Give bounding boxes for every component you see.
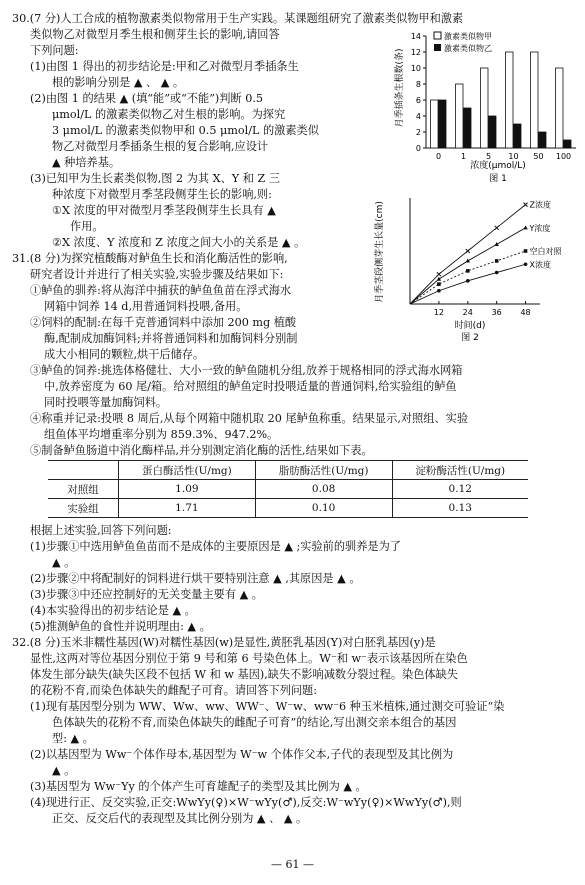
fig1-bar-yi <box>489 116 497 148</box>
table-cell: 1.09 <box>119 480 256 499</box>
fig1-bar-yi <box>539 132 547 148</box>
text-line: (3)步骤③中还应控制好的无关变量主要有 ▲ 。 <box>30 588 263 601</box>
text-line: μmol/L 的激素类似物乙对生根的影响。为探究 <box>52 108 286 121</box>
text-line: 中,放养密度为 60 尾/箱。给对照组的鲈鱼定时投喂适量的普通饲料,给实验组的鲈鱼 <box>44 380 457 393</box>
legend-label-yi: 激素类似物乙 <box>444 44 492 53</box>
text-line: (5)推测鲈鱼的食性并说明理由: ▲ 。 <box>30 620 211 633</box>
text-line: 种浓度下对微型月季茎段侧芽生长的影响,则: <box>52 188 272 201</box>
table-cell: 1.71 <box>119 499 256 518</box>
fig1-y-tick-label: 14 <box>410 32 421 41</box>
text-line: 色体缺失的花粉不育,而染色体缺失的雌配子可育”的结论,写出测交亲本组合的基因 <box>52 716 457 729</box>
text-line: (1)步骤①中选用鲈鱼鱼苗而不是成体的主要原因是 ▲ ;实验前的驯养是为了 <box>30 540 401 553</box>
fig2-point <box>495 259 499 263</box>
fig2-point <box>437 272 441 276</box>
fig2-point <box>523 225 527 229</box>
fig2-point <box>495 271 499 275</box>
text-line: 的花粉不育,而染色体缺失的雌配子可育。请回答下列问题: <box>30 684 318 697</box>
text-line: (3)已知甲为生长素类似物,图 2 为其 X、Y 和 Z 三 <box>30 172 280 185</box>
text-line: 类似物乙对微型月季生根和侧芽生长的影响,请回答 <box>30 28 280 41</box>
figure-1-bar-chart <box>390 28 580 183</box>
table-cell: 0.08 <box>255 480 392 499</box>
text-line: 型: ▲ 。 <box>52 732 94 745</box>
text-line: ▲ 种培养基。 <box>52 156 121 169</box>
text-line: 研究者设计并进行了相关实验,实验步骤及结果如下: <box>30 268 284 281</box>
fig1-bar-yi <box>439 100 447 148</box>
fig2-x-tick-label: 12 <box>433 308 444 317</box>
text-line: ①X 浓度的甲对微型月季茎段侧芽生长具有 ▲ <box>52 204 276 217</box>
fig2-point <box>437 282 441 286</box>
fig1-bar-jia <box>506 52 514 148</box>
fig1-ylabel: 月季插条生根数(条) <box>395 48 405 128</box>
fig2-series-label: Y浓度 <box>529 223 551 233</box>
text-line: 32.(8 分)玉米非糯性基因(W)对糯性基因(w)是显性,黄胚乳基因(Y)对白胚乳基因(y)是 <box>12 636 436 649</box>
fig2-point <box>466 279 470 283</box>
text-line: 根的影响分别是 ▲ 、 ▲ 。 <box>52 76 185 89</box>
fig2-point <box>524 249 528 253</box>
text-line: 物乙对微型月季插条生根的复合影响,应设计 <box>52 140 269 153</box>
text-line: ④称重并记录:投喂 8 周后,从每个网箱中随机取 20 尾鲈鱼称重。结果显示,对照组、实验 <box>30 412 469 425</box>
fig1-x-tick-label: 50 <box>533 152 544 161</box>
text-line: 网箱中饲养 14 d,用普通饲料投喂,备用。 <box>44 300 248 313</box>
text-line: 30.(7 分)人工合成的植物激素类似物常用于生产实践。某课题组研究了激素类似物甲和激素 <box>12 12 464 25</box>
fig1-y-tick-label: 10 <box>410 64 421 73</box>
text-line: ▲ 。 <box>52 556 76 569</box>
fig1-x-tick-label: 10 <box>508 152 519 161</box>
fig1-x-tick-label: 5 <box>485 152 492 161</box>
table-cell: 0.13 <box>392 499 528 518</box>
fig1-x-tick-label: 100 <box>555 152 572 161</box>
fig2-x-tick-label: 36 <box>491 308 502 317</box>
fig2-point <box>466 249 470 253</box>
text-line: 3 μmol/L 的激素类似物甲和 0.5 μmol/L 的激素类似 <box>52 124 319 137</box>
text-line: (2)以基因型为 Ww⁻个体作母本,基因型为 W⁻w 个体作父本,子代的表现型及其比例为 <box>30 748 454 761</box>
text-line: ▲ 。 <box>52 764 76 777</box>
fig1-y-tick-label: 2 <box>415 128 421 137</box>
table-cell: 0.10 <box>255 499 392 518</box>
text-line: (1)由图 1 得出的初步结论是:甲和乙对微型月季插条生 <box>30 60 299 73</box>
legend-label-jia: 激素类似物甲 <box>444 32 492 41</box>
text-line: (2)由图 1 的结果 ▲ (填“能”或“不能”)判断 0.5 <box>30 92 263 105</box>
text-line: 下列问题: <box>30 44 79 57</box>
fig1-bar-jia <box>531 52 539 148</box>
text-line: 显性,这两对等位基因分别位于第 9 号和第 6 号染色体上。W⁻和 w⁻表示该基因所在染色 <box>30 652 468 665</box>
text-line: (3)基因型为 Ww⁻Yy 的个体产生可育雄配子的类型及其比例为 ▲ 。 <box>30 780 367 793</box>
table-row <box>48 499 528 518</box>
fig1-bar-jia <box>556 68 564 148</box>
fig2-x-tick-label: 48 <box>520 308 531 317</box>
fig1-bar-yi <box>464 108 472 148</box>
fig1-caption: 图 1 <box>489 174 507 183</box>
table-cell: 0.12 <box>392 480 528 499</box>
text-line: (2)步骤②中将配制好的饲料进行烘干要特别注意 ▲ ,其原因是 ▲ 。 <box>30 572 361 585</box>
legend-swatch-jia <box>434 32 441 39</box>
fig2-caption: 图 2 <box>461 333 479 342</box>
text-line: 正交、反交后代的表现型及其比例分别为 ▲ 、 ▲ 。 <box>52 812 308 825</box>
fig1-x-tick-label: 0 <box>435 152 442 161</box>
table-header-cell <box>48 461 119 480</box>
table-header-cell: 蛋白酶活性(U/mg) <box>119 461 256 480</box>
fig1-bar-jia <box>481 68 489 148</box>
fig2-series-label: Z浓度 <box>529 200 552 210</box>
text-line: 成大小相同的颗粒,烘干后储存。 <box>44 348 205 361</box>
text-line: ①鲈鱼的驯养:将从海洋中捕获的鲈鱼鱼苗在浮式海水 <box>30 284 292 297</box>
fig2-series-label: X浓度 <box>529 260 552 270</box>
fig1-bar-jia <box>456 84 464 148</box>
table-header-cell: 淀粉酶活性(U/mg) <box>392 461 528 480</box>
text-line: (4)现进行正、反交实验,正交:WwYy(♀)×W⁻wYy(♂),反交:W⁻wYy(♀)×WwYy(♂),则 <box>30 796 462 809</box>
text-line: 31.(8 分)为探究植酸酶对鲈鱼生长和消化酶活性的影响, <box>12 252 288 265</box>
fig1-bar-yi <box>564 140 572 148</box>
fig2-point <box>524 203 528 207</box>
fig1-y-tick-label: 12 <box>410 48 421 57</box>
fig2-series-label: 空白对照 <box>529 247 562 256</box>
fig1-x-tick-label: 1 <box>460 152 467 161</box>
fig2-ylabel: 月季茎段侧芽生长量(cm) <box>375 201 385 303</box>
fig1-bar-yi <box>514 124 522 148</box>
text-line: ②饲料的配制:在每千克普通饲料中添加 200 mg 植酸 <box>30 316 297 329</box>
fig2-xlabel: 时间(d) <box>454 321 486 331</box>
text-line: ⑤制备鲈鱼肠道中消化酶样品,并分别测定消化酶的活性,结果如下表。 <box>30 444 373 457</box>
table-row <box>48 480 528 499</box>
fig1-y-tick-label: 0 <box>415 144 421 153</box>
table-header-cell: 脂肪酶活性(U/mg) <box>255 461 392 480</box>
text-line: 同时投喂等量加酶饲料。 <box>44 396 168 409</box>
fig1-y-tick-label: 8 <box>415 80 421 89</box>
enzyme-activity-table <box>48 460 528 518</box>
fig1-bar-jia <box>431 100 439 148</box>
text-line: 酶,配制成加酶饲料;并将普通饲料和加酶饲料分别制 <box>44 332 298 345</box>
text-line: 根据上述实验,回答下列问题: <box>30 524 172 537</box>
legend-swatch-yi <box>434 44 441 51</box>
text-line: 作用。 <box>70 220 104 233</box>
text-line: ③鲈鱼的饲养:挑选体格健壮、大小一致的鲈鱼随机分组,放养于规格相同的浮式海水网箱 <box>30 364 463 377</box>
text-line: (4)本实验得出的初步结论是 ▲ 。 <box>30 604 196 617</box>
fig2-point <box>495 226 499 230</box>
table-header-row <box>48 461 528 480</box>
fig2-point <box>466 269 470 273</box>
fig2-x-tick-label: 24 <box>462 308 473 317</box>
fig1-y-tick-label: 4 <box>415 112 421 121</box>
fig1-xlabel: 浓度(μmol/L) <box>470 161 526 171</box>
table-cell: 实验组 <box>48 499 119 518</box>
page-number: — 61 — <box>271 858 314 871</box>
text-line: (1)现有基因型分别为 WW、Ww、ww、WW⁻、W⁻w、ww⁻6 种玉米植株,通过测交可验证“染 <box>30 700 505 713</box>
fig2-point <box>437 277 441 281</box>
fig2-point <box>437 289 441 293</box>
text-line: ②X 浓度、Y 浓度和 Z 浓度之间大小的关系是 ▲ 。 <box>52 236 306 249</box>
figure-2-line-chart <box>370 192 580 342</box>
fig1-y-tick-label: 6 <box>415 96 421 105</box>
text-line: 体发生部分缺失(缺失区段不包括 W 和 w 基因),缺失不影响减数分裂过程。染色体缺失 <box>30 668 458 681</box>
text-line: 组鱼体平均增重率分别为 859.3%、947.2%。 <box>44 428 279 441</box>
table-cell: 对照组 <box>48 480 119 499</box>
fig2-point <box>524 262 528 266</box>
